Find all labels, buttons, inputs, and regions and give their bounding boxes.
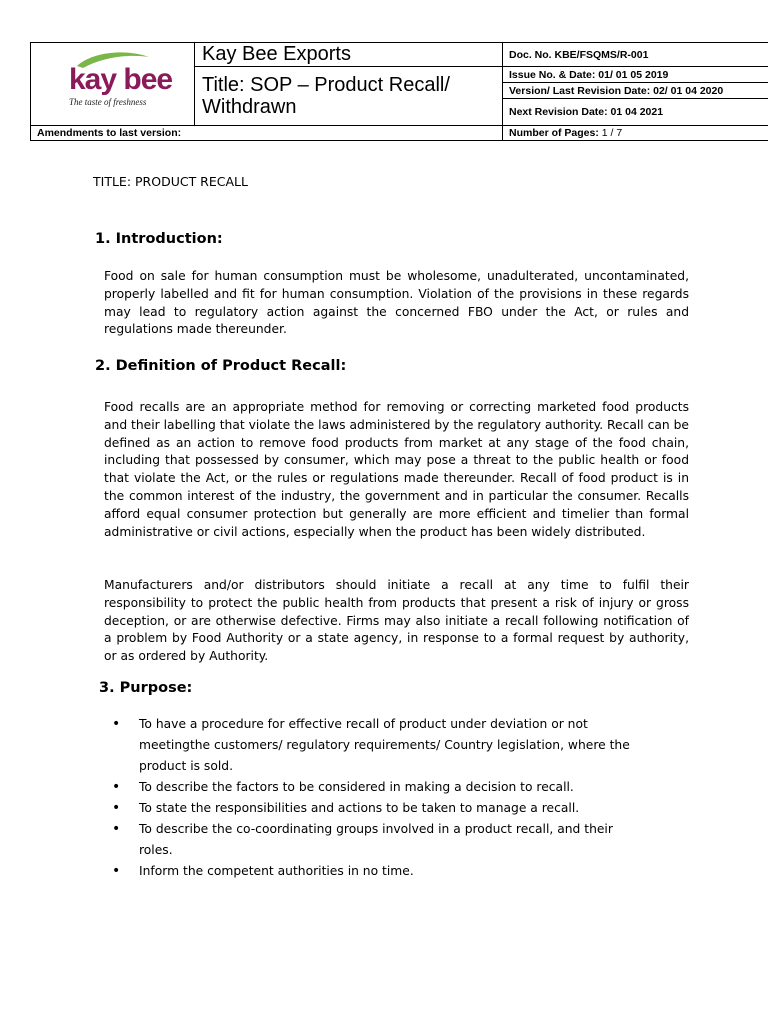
- section-heading-introduction: 1. Introduction:: [95, 231, 223, 247]
- list-item: • To describe the factors to be considered in making a decision to recall.: [112, 777, 642, 798]
- logo-brand: kay bee: [69, 63, 173, 96]
- logo-tagline: The taste of freshness: [69, 97, 147, 107]
- amendments-label: Amendments to last version:: [31, 126, 503, 141]
- document-header: [30, 42, 768, 141]
- section-heading-definition: 2. Definition of Product Recall:: [95, 358, 347, 374]
- next-revision-date: Next Revision Date: 01 04 2021: [503, 99, 768, 126]
- list-item: • To describe the co-coordinating groups involved in a product recall, and their roles.: [112, 819, 642, 861]
- page-count-label: Number of Pages:: [509, 127, 599, 139]
- section-body-definition-2: [104, 577, 689, 666]
- paragraph: Manufacturers and/or distributors should initiate a recall at any time to fulfil their responsibility to protect the public health from products that present a risk of injury or gross deception, or are otherwise defective. Firms may also initiate a recall following notification of a problem by Food Authority or a state agency, in response to a formal request by authority, or as ordered by Authority.: [104, 578, 689, 664]
- company-name: Kay Bee Exports: [195, 43, 503, 67]
- page-count-value: 1 / 7: [601, 127, 623, 139]
- purpose-list: [112, 714, 642, 882]
- issue-date: Issue No. & Date: 01/ 01 05 2019: [503, 67, 768, 83]
- list-item: • Inform the competent authorities in no time.: [112, 861, 642, 882]
- list-item: • To have a procedure for effective recall of product under deviation or not meetingthe customers/ regulatory requirements/ Country legislation, where the product is sold.: [112, 714, 642, 777]
- paragraph: Food recalls are an appropriate method for removing or correcting marketed food products and their labelling that violate the laws administered by the regulatory authority. Recall can be defined as an action to remove food products from market at any stage of the food chain, including that possessed by consumer, which may pose a threat to the public health or food that violate the Act, or the rules or regulations made thereunder. Recall of food product is in the common interest of the industry, the government and in particular the consumer. Recalls afford equal consumer protection but generally are more efficient and timelier than formal administrative or civil actions, especially when the product has been widely distributed.: [104, 400, 689, 539]
- section-body-definition: [104, 399, 689, 541]
- company-logo: [31, 44, 194, 124]
- version-date: Version/ Last Revision Date: 02/ 01 04 2020: [503, 83, 768, 99]
- logo-cell: [31, 43, 195, 126]
- page-count: [503, 126, 768, 141]
- sop-title: Title: SOP – Product Recall/ Withdrawn: [195, 67, 503, 126]
- section-body-introduction: [104, 268, 689, 339]
- paragraph: Food on sale for human consumption must be wholesome, unadulterated, uncontaminated, properly labelled and fit for human consumption. Violation of the provisions in these regards may lead to regulatory action against the concerned FBO under the Act, or rules and regulations made thereunder.: [104, 269, 689, 337]
- section-heading-purpose: 3. Purpose:: [99, 680, 193, 696]
- list-item: • To state the responsibilities and actions to be taken to manage a recall.: [112, 798, 642, 819]
- doc-number: Doc. No. KBE/FSQMS/R-001: [503, 43, 768, 67]
- document-title: TITLE: PRODUCT RECALL: [93, 174, 248, 189]
